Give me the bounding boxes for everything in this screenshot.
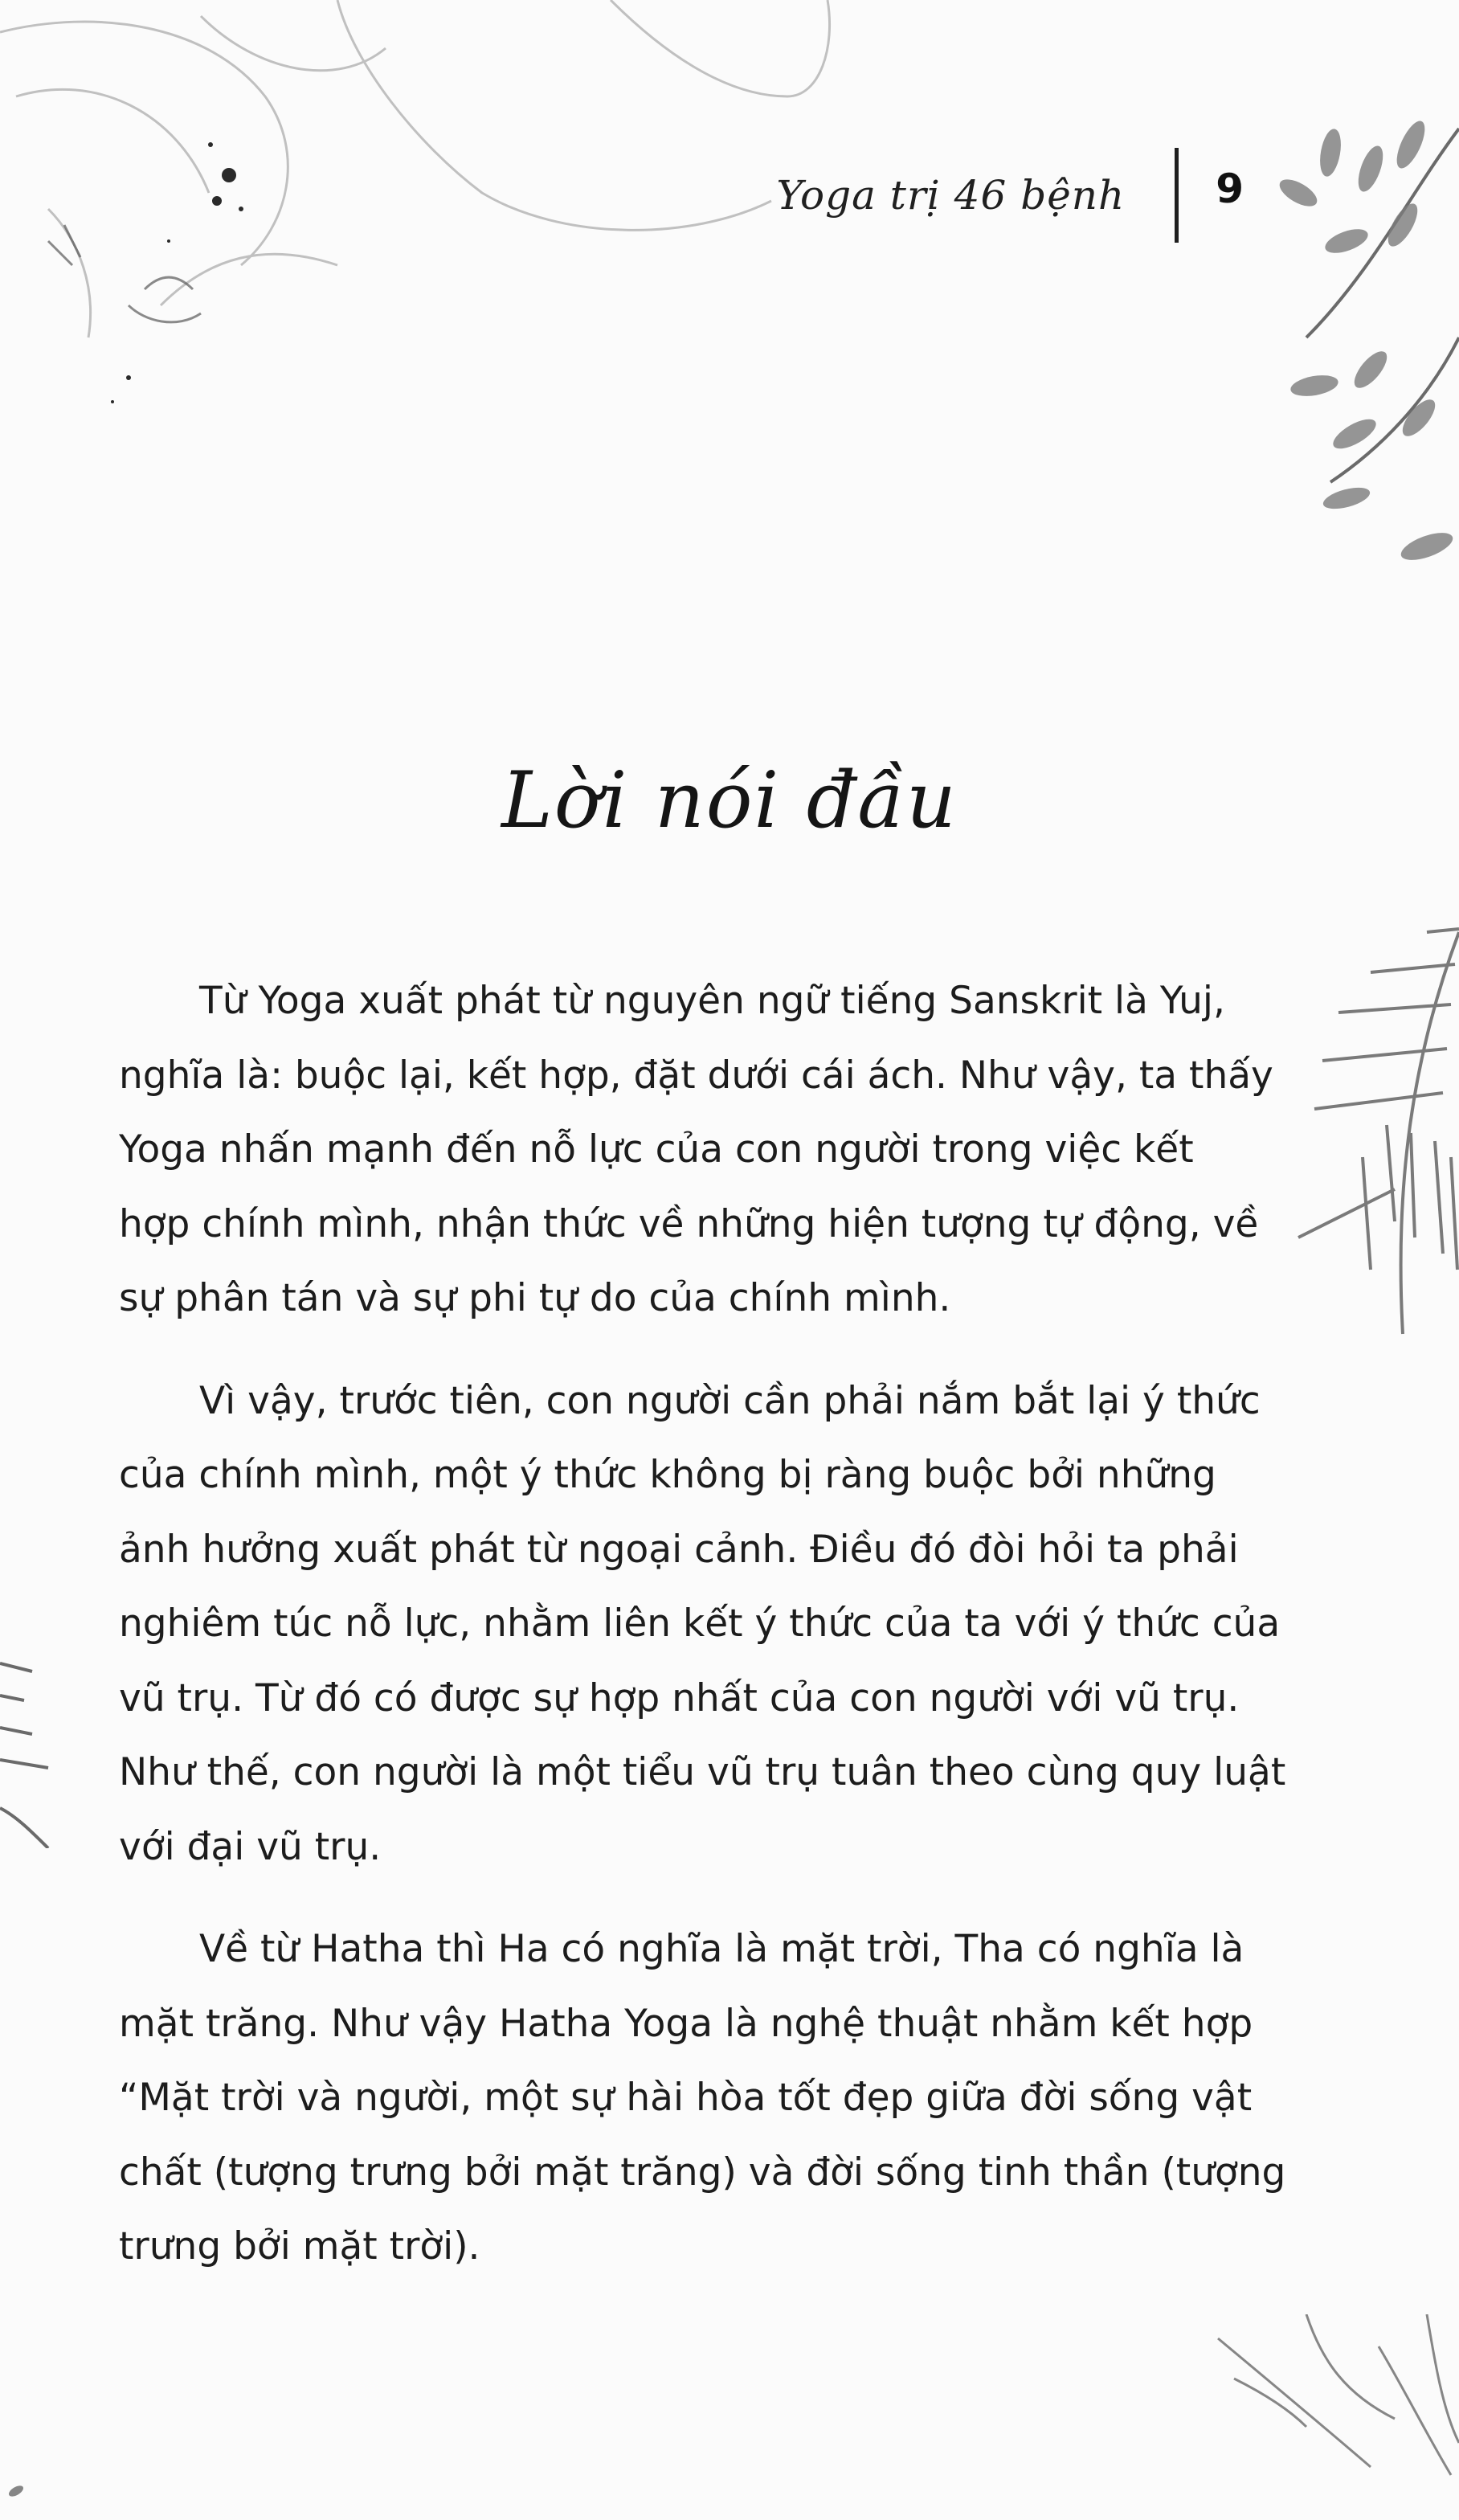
page-number: 9	[1216, 166, 1244, 212]
text-line: của chính mình, một ý thức không bị ràng buộc bởi những	[119, 1453, 1216, 1497]
leaf-icon	[0, 2459, 48, 2520]
text-line: Về từ Hatha thì Ha có nghĩa là mặt trời, Tha có nghĩa là	[199, 1927, 1244, 1971]
header-title: Yoga trị 46 bệnh	[776, 172, 1126, 219]
paragraph	[119, 1364, 1286, 1885]
paragraph	[119, 1912, 1286, 2285]
running-header	[776, 151, 1244, 239]
paragraph	[119, 964, 1273, 1336]
fern-leaf-icon	[1250, 900, 1459, 1350]
text-line: trưng bởi mặt trời).	[119, 2224, 480, 2268]
text-line: Như thế, con người là một tiểu vũ trụ tuân theo cùng quy luật	[119, 1750, 1286, 1794]
text-line: chất (tượng trưng bởi mặt trăng) và đời sống tinh thần (tượng	[119, 2150, 1286, 2195]
text-line: vũ trụ. Từ đó có được sự hợp nhất của con người với vũ trụ.	[119, 1675, 1240, 1720]
text-line: hợp chính mình, nhận thức về những hiện tượng tự động, về	[119, 1201, 1259, 1246]
header-divider	[1175, 148, 1179, 243]
text-line: nghĩa là: buộc lại, kết hợp, đặt dưới cái ách. Như vậy, ta thấy	[119, 1053, 1273, 1098]
botanical-sketch-icon	[0, 0, 884, 450]
botanical-sketch-icon	[1186, 2314, 1459, 2520]
text-line: Vì vậy, trước tiên, con người cần phải nắm bắt lại ý thức	[199, 1378, 1261, 1423]
text-line: nghiêm túc nỗ lực, nhằm liên kết ý thức của ta với ý thức của	[119, 1602, 1281, 1646]
text-line: mặt trăng. Như vậy Hatha Yoga là nghệ thuật nhằm kết hợp	[119, 2001, 1253, 2046]
text-line: Từ Yoga xuất phát từ nguyên ngữ tiếng Sanskrit là Yuj,	[199, 979, 1225, 1023]
text-line: “Mặt trời và người, một sự hài hòa tốt đẹp giữa đời sống vật	[119, 2076, 1253, 2120]
text-line: sự phân tán và sự phi tự do của chính mình.	[119, 1276, 951, 1320]
fern-leaf-icon	[0, 1639, 72, 1848]
body-text	[119, 964, 1286, 2313]
chapter-title: Lời nói đầu	[501, 755, 958, 845]
leaf-branch-icon	[1250, 96, 1459, 595]
text-line: ảnh hưởng xuất phát từ ngoại cảnh. Điều đó đòi hỏi ta phải	[119, 1527, 1239, 1572]
text-line: Yoga nhấn mạnh đến nỗ lực của con người trong việc kết	[119, 1127, 1194, 1172]
text-line: với đại vũ trụ.	[119, 1824, 382, 1869]
